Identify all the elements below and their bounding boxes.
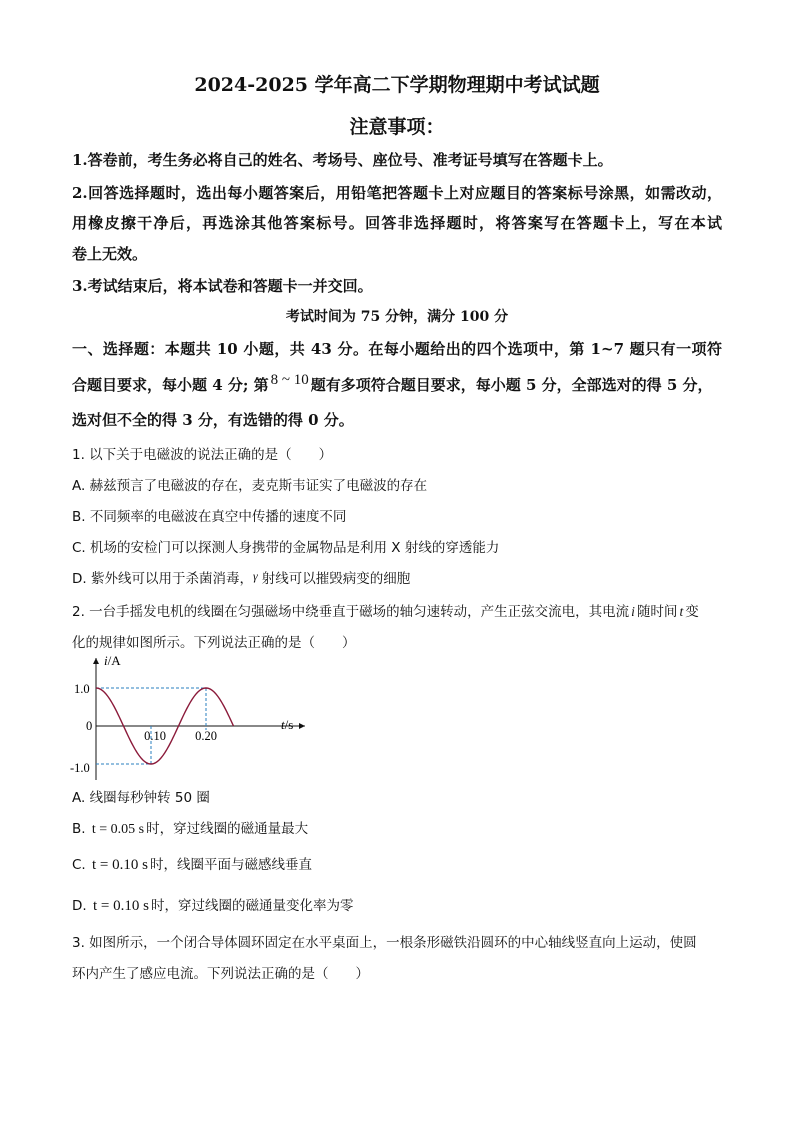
- q2-stem-c: 变: [685, 604, 699, 620]
- section1-line3: 选对但不全的得 3 分，有选错的得 0 分。: [72, 411, 354, 429]
- y-axis-label: i/A: [104, 653, 121, 668]
- q2-option-c-text: 时，线圈平面与磁感线垂直: [149, 857, 312, 873]
- q1-option-d: [72, 567, 410, 587]
- section1-range: 8 ~ 10: [270, 372, 309, 388]
- x-tick-010: 0.10: [144, 729, 166, 743]
- q2-option-d-math: t = 0.10 s: [92, 898, 149, 914]
- q2-option-c-math: t = 0.10 s: [92, 857, 148, 873]
- notice-2-cont: 用橡皮擦干净后，再选涂其他答案标号。回答非选择题时，将答案写在答题卡上，写在本试: [72, 214, 722, 232]
- q2-stem-line1: [72, 600, 699, 620]
- q2-option-b-text: 时，穿过线圈的磁通量最大: [146, 821, 309, 837]
- q2-option-d: [72, 894, 353, 915]
- q2-var-t: t: [679, 604, 684, 619]
- q1-stem: 1. 以下关于电磁波的说法正确的是（ ）: [72, 447, 333, 463]
- section1-line2: [72, 374, 713, 395]
- q3-stem-line1: 3. 如图所示，一个闭合导体圆环固定在水平桌面上，一根条形磁铁沿圆环的中心轴线竖直向上运动，使圆: [72, 935, 697, 951]
- q2-option-d-letter: D.: [72, 898, 87, 914]
- q1-option-c: C. 机场的安检门可以探测人身携带的金属物品是利用 X 射线的穿透能力: [72, 540, 500, 556]
- q2-option-b-letter: B.: [72, 821, 86, 837]
- q2-stem-line2: 化的规律如图所示。下列说法正确的是（ ）: [72, 635, 356, 651]
- notice-1: 1.答卷前，考生务必将自己的姓名、考场号、座位号、准考证号填写在答题卡上。: [72, 151, 613, 169]
- q2-stem-b: 随时间: [636, 604, 678, 620]
- q2-var-i: i: [631, 604, 635, 619]
- q2-option-d-text: 时，穿过线圈的磁通量变化率为零: [150, 898, 354, 914]
- gamma-symbol: γ: [252, 569, 258, 583]
- current-time-chart: [70, 652, 310, 782]
- x-axis-label: t/s: [281, 717, 294, 732]
- q2-option-c: [72, 853, 312, 874]
- exam-time: 考试时间为 75 分钟，满分 100 分: [285, 309, 509, 325]
- q1-option-d-b: 射线可以摧毁病变的细胞: [261, 571, 411, 587]
- q3-stem-line2: 环内产生了感应电流。下列说法正确的是（ ）: [72, 966, 369, 982]
- q2-option-b: [72, 817, 308, 838]
- notice-2: 2.回答选择题时，选出每小题答案后，用铅笔把答题卡上对应题目的答案标号涂黑，如需改动，: [72, 184, 722, 202]
- notice-heading: 注意事项：: [349, 116, 445, 138]
- q2-option-a: A. 线圈每秒钟转 50 圈: [72, 790, 210, 806]
- q1-option-b: B. 不同频率的电磁波在真空中传播的速度不同: [72, 509, 347, 525]
- q1-option-a: A. 赫兹预言了电磁波的存在，麦克斯韦证实了电磁波的存在: [72, 478, 428, 494]
- notice-3: 3.考试结束后，将本试卷和答题卡一并交回。: [72, 277, 373, 295]
- section1-line2-c: 题有多项符合题目要求，每小题 5 分，全部选对的得 5 分，: [310, 376, 713, 394]
- y-tick-0: 0: [86, 719, 93, 733]
- q2-stem-a: 2. 一台手摇发电机的线圈在匀强磁场中绕垂直于磁场的轴匀速转动，产生正弦交流电，其电流: [72, 604, 630, 620]
- q1-option-d-a: D. 紫外线可以用于杀菌消毒，: [72, 571, 253, 587]
- section1-line1: 一、选择题：本题共 10 小题，共 43 分。在每小题给出的四个选项中，第 1~7 题只有一项符: [72, 340, 722, 358]
- x-tick-020: 0.20: [195, 729, 217, 743]
- q2-option-b-math: t = 0.05 s: [91, 822, 145, 837]
- y-tick-neg1: -1.0: [70, 761, 90, 775]
- page-title: 2024-2025 学年高二下学期物理期中考试试题: [194, 74, 600, 96]
- notice-2-end: 卷上无效。: [72, 245, 148, 263]
- y-tick-1: 1.0: [74, 682, 90, 696]
- q2-option-c-letter: C.: [72, 857, 86, 873]
- section1-line2-a: 合题目要求，每小题 4 分; 第: [72, 376, 269, 394]
